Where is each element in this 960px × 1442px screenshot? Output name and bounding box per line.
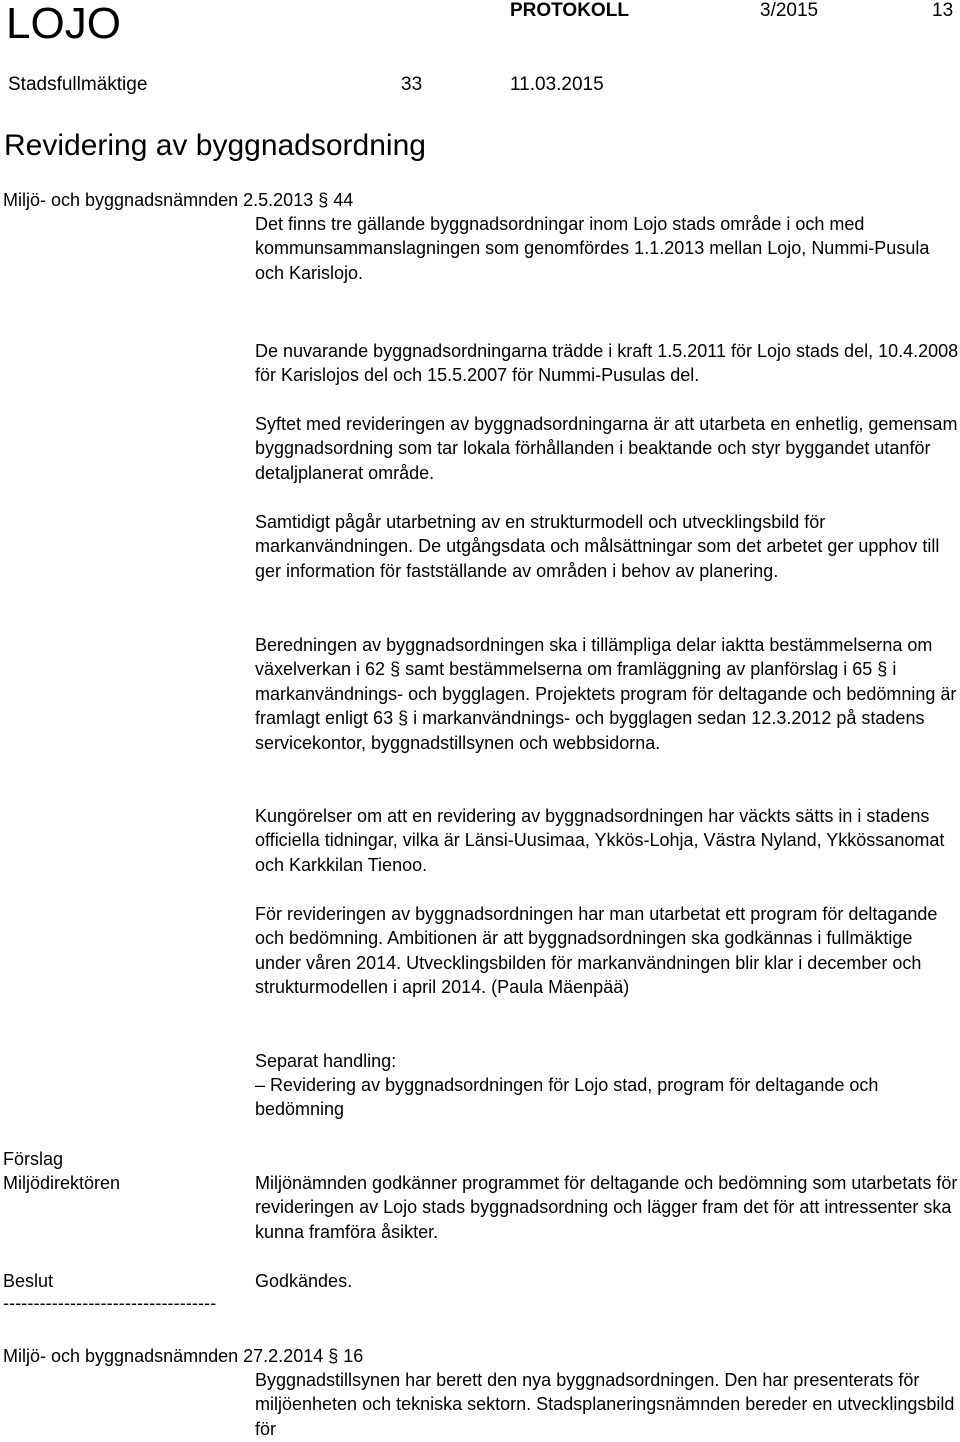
entry1-paragraph-2: Syftet med revideringen av byggnadsordningarna är att utarbeta en enhetlig, gemensam byggnadsordning som tar lokala förhållanden i beaktande och styr byggandet utanför detaljplanerat område.	[255, 414, 958, 483]
entry2-heading: Miljö- och byggnadsnämnden 27.2.2014 § 16	[3, 1346, 364, 1366]
separate-handling-item: – Revidering av byggnadsordningen för Lojo stad, program för deltagande och bedömning	[255, 1075, 879, 1120]
logo: LOJO	[6, 0, 121, 48]
entry1-lead: Det finns tre gällande byggnadsordningar inom Lojo stads område i och med kommunsammanslagningen som genomfördes 1.1.2013 mellan Lojo, Nummi-Pusula och Karislojo.	[255, 214, 930, 283]
section-number: 33	[401, 74, 423, 95]
proposal-text: Miljönämnden godkänner programmet för deltagande och bedömning som utarbetats för revideringen av Lojo stads byggnadsordning och lägger fram det för att intressenter ska kunna framföra åsikter.	[255, 1173, 958, 1242]
body-name: Stadsfullmäktige	[8, 74, 148, 95]
separate-handling-heading: Separat handling:	[255, 1051, 397, 1071]
entry1-paragraph-3: Samtidigt pågår utarbetning av en strukturmodell och utvecklingsbild för markanvändningen. De utgångsdata och målsättningar som det arbetet ger upphov till ger information för fastställande av områden i behov av planering.	[255, 512, 940, 581]
entry1-paragraph-6: För revideringen av byggnadsordningen har man utarbetat ett program för deltagande och bedömning. Ambitionen är att byggnadsordningen ska godkännas i fullmäktige under våren 2014. Utvecklingsbilden för markanvändningen blir klar i december och strukturmodellen i april 2014. (Paula Mäenpää)	[255, 904, 938, 998]
entry1-paragraph-1: De nuvarande byggnadsordningarna trädde i kraft 1.5.2011 för Lojo stads del, 10.4.2008 för Karislojos del och 15.5.2007 för Nummi-Pusulas del.	[255, 341, 959, 386]
decision-label: Beslut	[3, 1271, 54, 1291]
page-number: 13	[932, 0, 954, 21]
page-title: Revidering av byggnadsordning	[4, 129, 426, 162]
issue-number: 3/2015	[760, 0, 819, 21]
entry1-heading: Miljö- och byggnadsnämnden 2.5.2013 § 44	[3, 190, 354, 210]
entry2-text: Byggnadstillsynen har berett den nya byggnadsordningen. Den har presenterats för miljöenheten och tekniska sektorn. Stadsplaneringsnämnden bereder en utvecklingsbild för	[255, 1370, 955, 1439]
decision-text: Godkändes.	[255, 1271, 353, 1291]
proposal-label: Förslag	[3, 1149, 64, 1169]
proposer-label: Miljödirektören	[3, 1173, 121, 1193]
meeting-date: 11.03.2015	[510, 74, 604, 95]
entry1-paragraph-4: Beredningen av byggnadsordningen ska i tillämpliga delar iaktta bestämmelserna om växelverkan i 62 § samt bestämmelserna om framläggning av planförslag i 65 § i markanvändnings- och bygglagen. Projektets program för deltagande och bedömning är framlagt enligt 63 § i markanvändnings- och bygglagen sedan 12.3.2012 på stadens servicekontor, byggnadstillsynen och webbsidorna.	[255, 635, 957, 753]
entry1-paragraph-5: Kungörelser om att en revidering av byggnadsordningen har väckts sätts in i stadens officiella tidningar, vilka är Länsi-Uusimaa, Ykkös-Lohja, Västra Nyland, Ykkössanomat och Karkkilan Tienoo.	[255, 806, 945, 875]
section-divider: -----------------------------------	[3, 1293, 217, 1313]
protocol-label: PROTOKOLL	[510, 0, 629, 21]
